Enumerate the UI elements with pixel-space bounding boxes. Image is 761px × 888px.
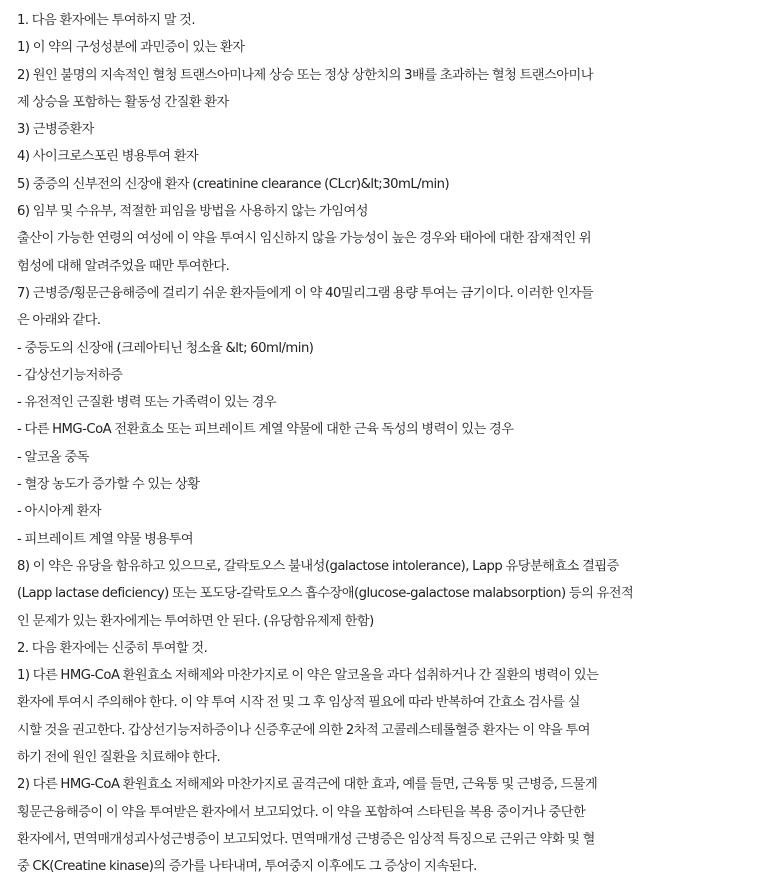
list-item-continuation: (Lapp lactase deficiency) 또는 포도당-갈락토오스 흡수장애(glucose-galactose malabsorption) 등의 유전적 — [17, 586, 634, 602]
bullet-item: - 갑상선기능저하증 — [17, 367, 123, 383]
list-item: 1) 다른 HMG-CoA 환원효소 저해제와 마찬가지로 이 약은 알코올을 과다 섭취하거나 간 질환의 병력이 있는 — [17, 668, 599, 684]
list-item-continuation: 환자에 투여시 주의해야 한다. 이 약 투여 시작 전 및 그 후 임상적 필요에 따라 반복하여 간효소 검사를 실 — [17, 695, 580, 711]
bullet-item: - 혈장 농도가 증가할 수 있는 상황 — [17, 477, 200, 493]
list-item-continuation: 시할 것을 권고한다. 갑상선기능저하증이나 신증후군에 의한 2차적 고콜레스테롤혈증 환자는 이 약을 투여 — [17, 722, 590, 738]
list-item: 7) 근병증/횡문근융해증에 걸리기 쉬운 환자들에게 이 약 40밀리그램 용량 투여는 금기이다. 이러한 인자들 — [17, 285, 594, 301]
bullet-item: - 유전적인 근질환 병력 또는 가족력이 있는 경우 — [17, 395, 277, 411]
bullet-item: - 아시아계 환자 — [17, 504, 102, 520]
list-item-continuation: 인 문제가 있는 환자에게는 투여하면 안 된다. (유당함유제제 한함) — [17, 613, 374, 629]
list-item-continuation: 중 CK(Creatine kinase)의 증가를 나타내며, 투여중지 이후에도 그 증상이 지속된다. — [17, 859, 477, 875]
list-item: 1) 이 약의 구성성분에 과민증이 있는 환자 — [17, 40, 245, 56]
list-item-continuation: 제 상승을 포함하는 활동성 간질환 환자 — [17, 94, 229, 110]
bullet-item: - 알코올 중독 — [17, 449, 89, 465]
bullet-item: - 피브레이트 계열 약물 병용투여 — [17, 531, 194, 547]
list-item: 8) 이 약은 유당을 함유하고 있으므로, 갈락토오스 불내성(galactose intolerance), Lapp 유당분해효소 결핍증 — [17, 558, 619, 574]
bullet-item: - 다른 HMG-CoA 전환효소 또는 피브레이트 계열 약물에 대한 근육 독성의 병력이 있는 경우 — [17, 422, 514, 438]
section-2-heading: 2. 다음 환자에는 신중히 투여할 것. — [17, 640, 208, 656]
paragraph-line: 출산이 가능한 연령의 여성에 이 약을 투여시 임신하지 않을 가능성이 높은 경우와 태아에 대한 잠재적인 위 — [17, 231, 592, 247]
list-item: 5) 중증의 신부전의 신장애 환자 (creatinine clearance (CLcr)&lt;30mL/min) — [17, 176, 450, 192]
list-item-continuation: 은 아래와 같다. — [17, 313, 101, 329]
list-item: 6) 임부 및 수유부, 적절한 피임을 방법을 사용하지 않는 가임여성 — [17, 204, 368, 220]
list-item: 2) 원인 불명의 지속적인 혈청 트랜스아미나제 상승 또는 정상 상한치의 3배를 초과하는 혈청 트랜스아미나 — [17, 67, 593, 83]
section-1-heading: 1. 다음 환자에는 투여하지 말 것. — [17, 13, 196, 28]
list-item-continuation: 환자에서, 면역매개성괴사성근병증이 보고되었다. 면역매개성 근병증은 임상적 특징으로 근위근 약화 및 혈 — [17, 831, 595, 847]
bullet-item: - 중등도의 신장애 (크레아티닌 청소율 &lt; 60ml/min) — [17, 340, 314, 356]
paragraph-line: 험성에 대해 알려주었을 때만 투여한다. — [17, 258, 230, 274]
list-item: 4) 사이크로스포린 병용투여 환자 — [17, 149, 199, 165]
list-item: 3) 근병증환자 — [17, 122, 94, 138]
list-item-continuation: 횡문근융해증이 이 약을 투여받은 환자에서 보고되었다. 이 약을 포함하여 스타틴을 복용 중이거나 중단한 — [17, 804, 586, 820]
list-item-continuation: 하기 전에 원인 질환을 치료해야 한다. — [17, 750, 221, 766]
list-item: 2) 다른 HMG-CoA 환원효소 저해제와 마찬가지로 골격근에 대한 효과, 예를 들면, 근육통 및 근병증, 드물게 — [17, 777, 598, 793]
